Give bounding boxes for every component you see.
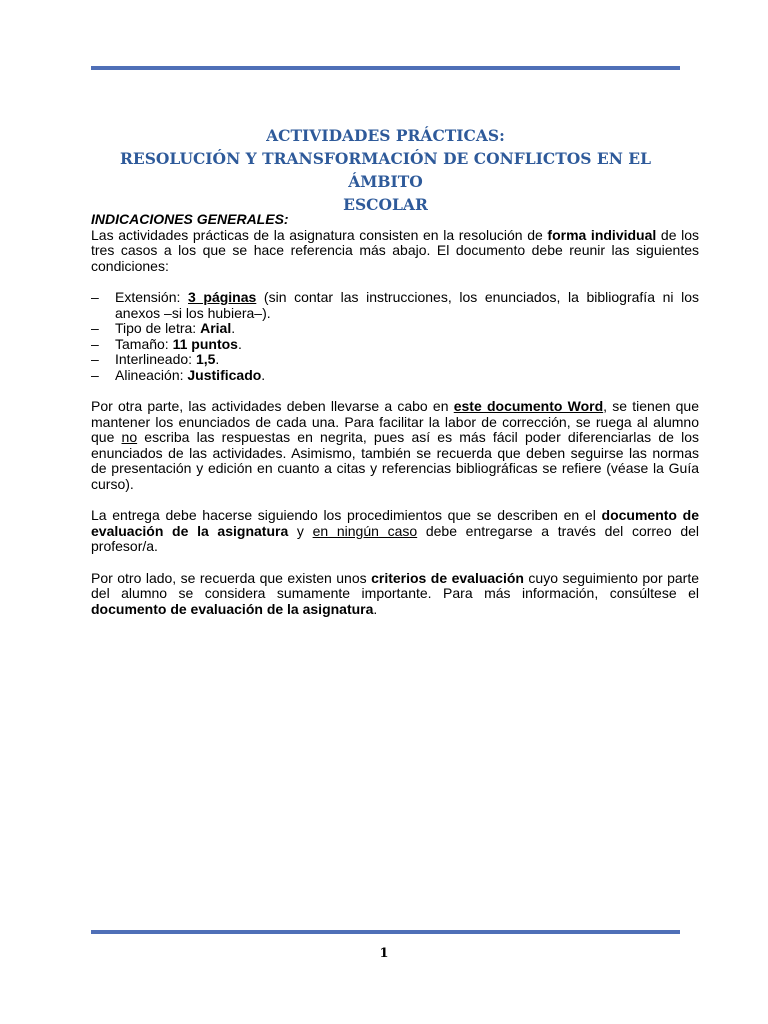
paragraph-text: .	[373, 600, 378, 617]
condition-value: 3 páginas	[188, 289, 257, 305]
condition-label: Interlineado:	[115, 351, 196, 367]
word-document-paragraph	[91, 399, 699, 492]
list-dash: –	[91, 366, 99, 383]
evaluation-document-ref: documento de evaluación de la asignatura	[91, 600, 374, 617]
condition-font	[91, 321, 699, 337]
intro-paragraph	[91, 228, 699, 275]
intro-text-end: de los tres casos a los que se hace referencia más abajo. El documento debe reunir las siguientes condiciones:	[91, 226, 700, 274]
paragraph-text: La entrega debe hacerse siguiendo los procedimientos que se describen en el	[91, 507, 602, 523]
intro-text: Las actividades prácticas de la asignatura consisten en la resolución de	[91, 226, 548, 243]
condition-value: 11 puntos	[172, 335, 238, 352]
title-line-2: RESOLUCIÓN Y TRANSFORMACIÓN DE CONFLICTOS EN EL ÁMBITO	[120, 149, 651, 191]
underlined-phrase: en ningún caso	[312, 522, 418, 539]
conditions-list	[91, 290, 699, 383]
underlined-no: no	[121, 429, 138, 445]
condition-spacing	[91, 352, 699, 368]
paragraph-text: escriba las respuestas en negrita, pues así es más fácil poder diferenciarlas de los enunciados de las actividades. Asimismo, también se recuerda que deben seguirse las normas de presentación y edición en cuanto a citas y referencias bibliográficas se refiere (véase la Guía curso).	[91, 429, 699, 492]
delivery-paragraph	[91, 508, 699, 555]
list-dash: –	[91, 289, 99, 305]
page-number: 1	[379, 946, 389, 961]
condition-value: 1,5	[195, 351, 216, 367]
condition-note: (sin contar las instrucciones, los enunciados, la bibliografía ni los anexos –si los hubiera–).	[115, 289, 699, 321]
paragraph-text: debe entregarse a través del correo del profesor/a.	[91, 522, 699, 554]
condition-value: Arial	[200, 320, 232, 336]
condition-value: Justificado	[187, 366, 262, 383]
document-body	[91, 212, 699, 633]
criteria-ref: criterios de evaluación	[371, 569, 524, 586]
document-title	[91, 124, 680, 216]
condition-end: .	[215, 351, 220, 367]
condition-label: Tipo de letra:	[115, 320, 201, 336]
condition-label: Extensión:	[115, 289, 188, 305]
condition-end: .	[237, 335, 242, 352]
paragraph-text: y	[288, 522, 313, 539]
condition-label: Alineación:	[115, 366, 188, 383]
condition-end: .	[261, 366, 266, 383]
list-dash: –	[91, 351, 99, 367]
condition-size	[91, 337, 699, 353]
list-dash: –	[91, 320, 99, 336]
condition-end: .	[231, 320, 236, 336]
paragraph-text: Por otro lado, se recuerda que existen unos	[91, 569, 372, 586]
paragraph-text: Por otra parte, las actividades deben llevarse a cabo en	[91, 398, 454, 414]
footer-rule	[91, 930, 680, 934]
condition-extension	[91, 290, 699, 321]
condition-alignment	[91, 368, 699, 384]
title-line-1: ACTIVIDADES PRÁCTICAS:	[266, 126, 505, 145]
list-dash: –	[91, 335, 99, 352]
word-document-link: este documento Word	[453, 398, 604, 414]
title-line-3: ESCOLAR	[343, 195, 428, 214]
intro-bold: forma individual	[547, 226, 657, 243]
paragraph-text: cuyo seguimiento por parte del alumno se considera sumamente importante. Para más información, consúltese el	[91, 569, 699, 601]
condition-label: Tamaño:	[115, 335, 173, 352]
evaluation-document-ref: documento de evaluación de la asignatura	[91, 507, 699, 539]
section-heading: INDICACIONES GENERALES:	[91, 211, 289, 227]
criteria-paragraph	[91, 571, 699, 618]
header-rule	[91, 66, 680, 70]
paragraph-text: , se tienen que mantener los enunciados de cada una. Para facilitar la labor de corrección, se ruega al alumno que	[91, 398, 699, 445]
